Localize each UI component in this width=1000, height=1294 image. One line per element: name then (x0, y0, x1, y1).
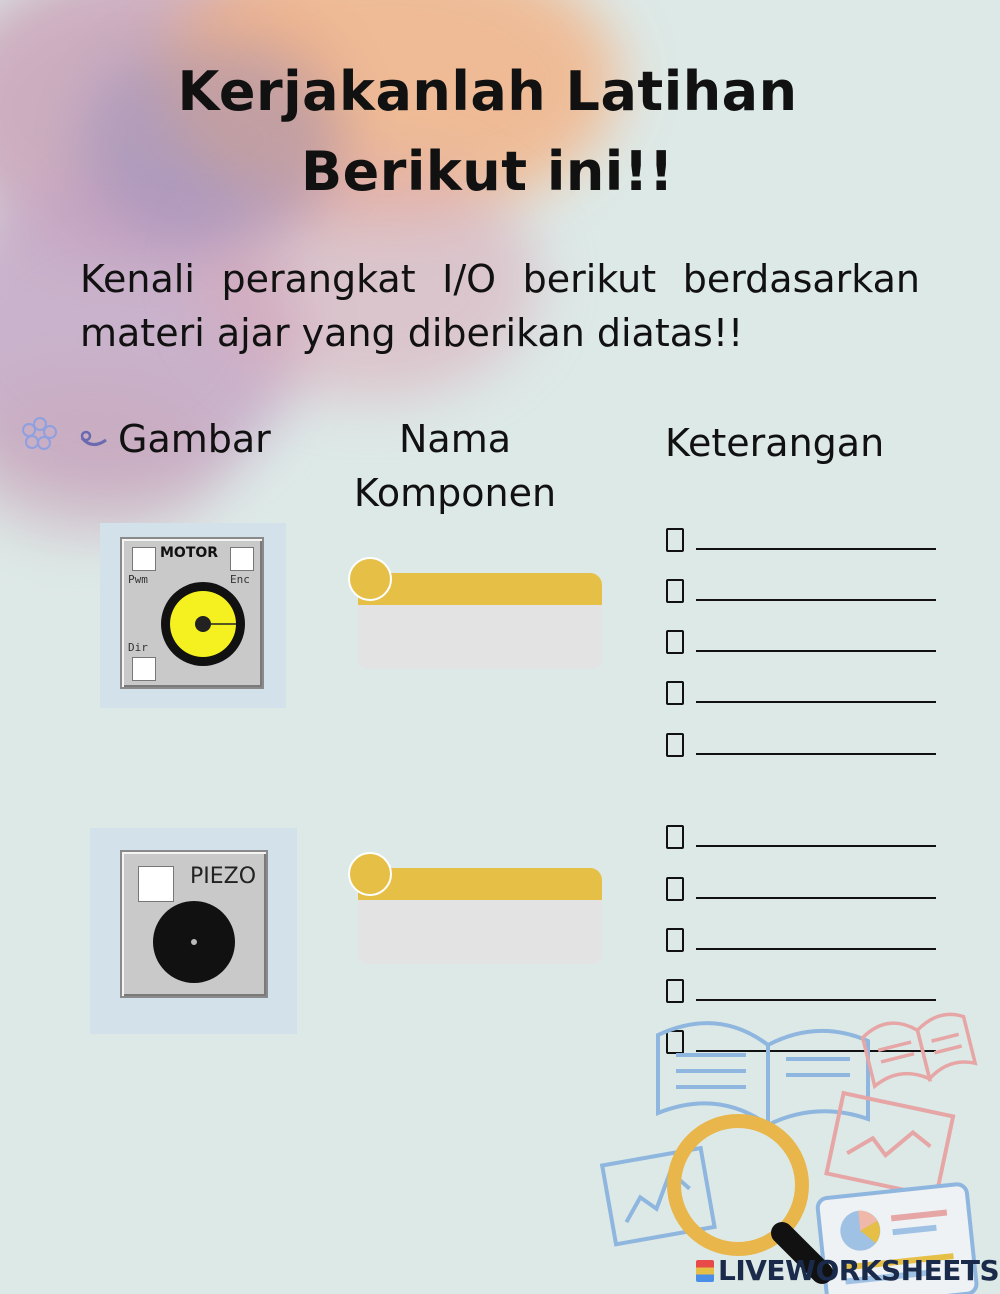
checkbox[interactable] (666, 630, 684, 654)
note-row[interactable] (666, 526, 938, 556)
note-line[interactable] (696, 701, 936, 703)
page-title (130, 52, 845, 212)
column-header-nama-komponen (350, 412, 560, 520)
checkbox[interactable] (666, 681, 684, 705)
note-line[interactable] (696, 999, 936, 1001)
motor-label: MOTOR (160, 545, 219, 561)
checkbox[interactable] (666, 979, 684, 1003)
note-line[interactable] (696, 897, 936, 899)
instruction-text: Kenali perangkat I/O berikut berdasarkan materi ajar yang diberikan diatas!! (80, 257, 920, 355)
motor-enc-label: Enc (230, 573, 250, 586)
answer-dot-decoration (348, 557, 392, 601)
note-line[interactable] (696, 845, 936, 847)
liveworksheets-logo-icon (696, 1260, 714, 1282)
motor-pwm-label: Pwm (128, 573, 148, 586)
answer-dot-decoration (348, 852, 392, 896)
checkbox[interactable] (666, 528, 684, 552)
nama-header-line-2: Komponen (353, 471, 557, 515)
checkbox[interactable] (666, 825, 684, 849)
note-line[interactable] (696, 650, 936, 652)
flower-icon (20, 410, 115, 460)
study-illustration (596, 1005, 1000, 1294)
motor-disc-icon (158, 579, 248, 669)
motor-pwm-port (132, 547, 156, 571)
answer-header-bar (358, 573, 602, 605)
note-row[interactable] (666, 731, 938, 761)
checkbox[interactable] (666, 877, 684, 901)
checkbox[interactable] (666, 733, 684, 757)
motor-module (120, 537, 264, 689)
piezo-disc-icon (152, 900, 236, 984)
checkbox[interactable] (666, 928, 684, 952)
motor-dir-port (132, 657, 156, 681)
title-line-1: Kerjakanlah Latihan (177, 60, 798, 123)
motor-dir-label: Dir (128, 641, 148, 654)
note-line[interactable] (696, 599, 936, 601)
motor-image (100, 523, 286, 708)
note-line[interactable] (696, 948, 936, 950)
note-line[interactable] (696, 753, 936, 755)
liveworksheets-watermark (696, 1254, 999, 1287)
piezo-module (120, 850, 268, 998)
checkbox[interactable] (666, 579, 684, 603)
note-row[interactable] (666, 628, 938, 658)
note-row[interactable] (666, 926, 938, 956)
watermark-text: LIVEWORKSHEETS (718, 1254, 1000, 1287)
note-row[interactable] (666, 679, 938, 709)
answer-header-bar (358, 868, 602, 900)
note-row[interactable] (666, 977, 938, 1007)
piezo-port (138, 866, 174, 902)
answer-input-piezo[interactable] (358, 900, 602, 964)
piezo-image (90, 828, 297, 1034)
column-header-keterangan: Keterangan (665, 421, 885, 465)
answer-input-motor[interactable] (358, 605, 602, 669)
answer-box-piezo[interactable] (358, 852, 602, 964)
note-line[interactable] (696, 548, 936, 550)
piezo-label: PIEZO (190, 864, 257, 889)
title-line-2: Berikut ini!! (300, 140, 675, 203)
nama-header-line-1: Nama (398, 417, 511, 461)
column-header-gambar: Gambar (118, 417, 271, 461)
motor-enc-port (230, 547, 254, 571)
note-row[interactable] (666, 875, 938, 905)
note-row[interactable] (666, 823, 938, 853)
answer-box-motor[interactable] (358, 557, 602, 669)
note-row[interactable] (666, 577, 938, 607)
